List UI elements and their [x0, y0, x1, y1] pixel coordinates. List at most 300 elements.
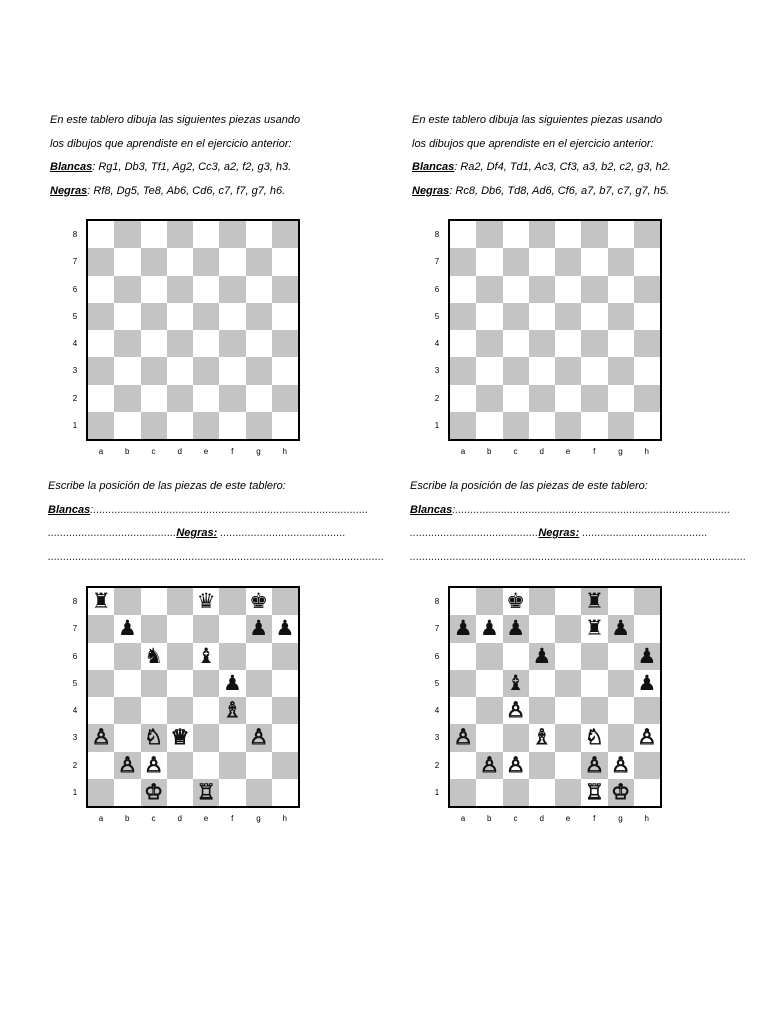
square-e8 — [555, 221, 581, 248]
square-b7 — [114, 248, 140, 275]
black-answer-line[interactable]: ..........................................Negras: ......................................... — [410, 527, 708, 539]
black-pieces-list: : Rc8, Db6, Td8, Ad6, Cf6, a7, b7, c7, g7, h5. — [449, 184, 670, 197]
write-instruction: Escribe la posición de las piezas de este tablero: — [410, 480, 648, 492]
square-g4 — [608, 697, 634, 724]
white-pieces-list: : Ra2, Df4, Td1, Ac3, Cf3, a3, b2, c2, g3, h2. — [454, 161, 671, 173]
write-exercise-left — [48, 475, 385, 569]
square-c4 — [141, 330, 167, 357]
square-e7 — [193, 615, 219, 642]
square-d4 — [167, 330, 193, 357]
white-pieces-line — [50, 156, 350, 180]
rank-label: 2 — [434, 393, 440, 403]
rank-label: 3 — [72, 733, 78, 743]
square-e7 — [193, 248, 219, 275]
square-d5 — [167, 303, 193, 330]
rank-label: 1 — [72, 420, 78, 430]
square-c1 — [503, 412, 529, 439]
square-h5 — [634, 303, 660, 330]
square-d2 — [167, 385, 193, 412]
square-b2 — [114, 385, 140, 412]
file-label: e — [565, 814, 571, 823]
square-b8 — [114, 588, 140, 615]
white-rook-icon: ♖ — [196, 779, 216, 804]
square-b5 — [114, 303, 140, 330]
square-a1 — [88, 779, 114, 806]
square-b3 — [114, 724, 140, 751]
black-king-icon: ♚ — [506, 589, 526, 614]
black-queen-icon: ♛ — [196, 589, 216, 614]
rank-label: 7 — [72, 624, 78, 634]
square-g8 — [246, 588, 272, 615]
file-label: d — [177, 447, 182, 456]
square-h6 — [272, 276, 298, 303]
square-b7 — [114, 615, 140, 642]
rank-label: 6 — [72, 651, 78, 661]
white-answer-line[interactable]: Blancas:.......................................................................................... — [48, 503, 369, 516]
rank-label: 7 — [434, 624, 440, 634]
square-f6 — [219, 643, 245, 670]
instruction-line-2: los dibujos que aprendiste en el ejercicio anterior: — [50, 137, 292, 150]
square-h2 — [634, 385, 660, 412]
black-pawn-icon: ♟ — [117, 616, 137, 641]
white-king-icon: ♔ — [611, 779, 631, 804]
square-d4 — [529, 697, 555, 724]
file-label: b — [125, 814, 130, 823]
square-b2 — [476, 752, 502, 779]
square-c1 — [141, 412, 167, 439]
rank-label: 6 — [72, 284, 78, 294]
file-label: a — [98, 447, 104, 456]
square-g2 — [608, 385, 634, 412]
square-h1 — [634, 412, 660, 439]
black-pawn-icon: ♟ — [637, 670, 657, 695]
square-d3 — [529, 724, 555, 751]
square-e4 — [193, 697, 219, 724]
square-c7 — [503, 248, 529, 275]
square-f1 — [581, 779, 607, 806]
extra-answer-line[interactable]: .............................................................................................................. — [48, 550, 385, 563]
white-pawn-icon: ♙ — [611, 752, 631, 777]
file-label: b — [487, 447, 492, 456]
file-label: f — [231, 447, 234, 456]
square-e2 — [555, 385, 581, 412]
square-d4 — [529, 330, 555, 357]
square-c7 — [141, 248, 167, 275]
exercise-right — [412, 109, 712, 203]
square-e6 — [555, 276, 581, 303]
rank-label: 4 — [72, 339, 78, 348]
square-a3 — [450, 724, 476, 751]
file-label: a — [460, 447, 466, 456]
square-g7 — [246, 248, 272, 275]
square-a3 — [88, 357, 114, 384]
square-h8 — [272, 588, 298, 615]
square-g2 — [246, 752, 272, 779]
square-e6 — [193, 643, 219, 670]
square-b5 — [476, 303, 502, 330]
square-b3 — [476, 724, 502, 751]
square-f8 — [219, 588, 245, 615]
instruction-line-2: los dibujos que aprendiste en el ejercicio anterior: — [412, 137, 654, 150]
square-c2 — [503, 385, 529, 412]
position-board-right — [412, 586, 672, 836]
rank-label: 7 — [434, 257, 440, 267]
square-d5 — [167, 670, 193, 697]
file-label: g — [618, 447, 623, 456]
black-label: Negras: — [538, 527, 580, 539]
square-c3 — [141, 724, 167, 751]
square-f7 — [219, 615, 245, 642]
square-d5 — [529, 303, 555, 330]
file-label: f — [231, 814, 234, 823]
white-label: Blancas — [50, 161, 93, 173]
square-a8 — [450, 588, 476, 615]
square-f5 — [581, 670, 607, 697]
square-e3 — [193, 357, 219, 384]
square-e4 — [555, 697, 581, 724]
rank-label: 7 — [72, 257, 78, 267]
white-pawn-icon: ♙ — [506, 752, 526, 777]
square-h8 — [634, 588, 660, 615]
square-f5 — [219, 670, 245, 697]
square-b8 — [114, 221, 140, 248]
rank-label: 8 — [434, 597, 440, 606]
black-pawn-icon: ♟ — [453, 616, 473, 641]
square-f6 — [581, 276, 607, 303]
white-king-icon: ♔ — [144, 779, 164, 804]
square-b4 — [114, 330, 140, 357]
square-g5 — [246, 303, 272, 330]
square-d1 — [167, 779, 193, 806]
square-e5 — [193, 670, 219, 697]
square-b7 — [476, 248, 502, 275]
chessboard — [86, 219, 300, 441]
square-d1 — [529, 779, 555, 806]
square-f7 — [581, 615, 607, 642]
square-e2 — [193, 752, 219, 779]
square-g6 — [246, 643, 272, 670]
square-h3 — [634, 724, 660, 751]
square-b4 — [114, 697, 140, 724]
rank-label: 5 — [434, 311, 440, 321]
square-a6 — [88, 276, 114, 303]
square-d7 — [167, 615, 193, 642]
square-g7 — [608, 615, 634, 642]
black-pawn-icon: ♟ — [611, 616, 631, 641]
square-d8 — [529, 221, 555, 248]
square-b6 — [114, 276, 140, 303]
instruction-line-1: En este tablero dibuja las siguientes piezas usando — [412, 114, 663, 126]
square-b8 — [476, 588, 502, 615]
black-label: Negras — [412, 184, 450, 197]
white-bishop-icon: ♗ — [222, 698, 242, 723]
square-d5 — [529, 670, 555, 697]
rank-label: 5 — [72, 311, 78, 321]
file-label: g — [256, 447, 261, 456]
white-knight-icon: ♘ — [584, 725, 604, 750]
white-pawn-icon: ♙ — [91, 725, 111, 750]
square-g8 — [246, 221, 272, 248]
white-answer-line[interactable]: Blancas:.......................................................................................... — [410, 503, 731, 516]
square-f1 — [581, 412, 607, 439]
square-g4 — [246, 697, 272, 724]
square-e2 — [193, 385, 219, 412]
square-g2 — [608, 752, 634, 779]
square-f3 — [219, 724, 245, 751]
rank-label: 4 — [434, 706, 440, 715]
write-exercise-right — [410, 475, 747, 569]
file-label: f — [593, 447, 596, 456]
square-g8 — [608, 588, 634, 615]
square-e3 — [555, 357, 581, 384]
white-knight-icon: ♘ — [144, 725, 164, 750]
square-a7 — [88, 248, 114, 275]
square-b1 — [114, 412, 140, 439]
white-pawn-icon: ♙ — [637, 725, 657, 750]
square-f8 — [219, 221, 245, 248]
square-e1 — [193, 779, 219, 806]
rank-label: 4 — [434, 339, 440, 348]
square-a1 — [450, 412, 476, 439]
square-g5 — [246, 670, 272, 697]
square-a6 — [450, 276, 476, 303]
rank-label: 1 — [434, 420, 440, 430]
file-label: b — [487, 814, 492, 823]
square-c6 — [503, 643, 529, 670]
black-rook-icon: ♜ — [584, 589, 604, 614]
black-bishop-icon: ♝ — [506, 670, 526, 695]
square-c6 — [141, 643, 167, 670]
square-c1 — [503, 779, 529, 806]
square-a8 — [450, 221, 476, 248]
square-h5 — [272, 303, 298, 330]
square-e1 — [555, 412, 581, 439]
square-a3 — [450, 357, 476, 384]
square-b2 — [476, 385, 502, 412]
square-c2 — [503, 752, 529, 779]
square-g4 — [246, 330, 272, 357]
square-f4 — [219, 697, 245, 724]
rank-label: 6 — [434, 284, 440, 294]
empty-board-right — [412, 219, 672, 469]
square-g8 — [608, 221, 634, 248]
file-label: h — [282, 447, 287, 456]
square-e8 — [193, 221, 219, 248]
square-c3 — [503, 724, 529, 751]
black-bishop-icon: ♝ — [196, 643, 216, 668]
file-label: d — [539, 814, 544, 823]
square-h8 — [272, 221, 298, 248]
square-f2 — [219, 752, 245, 779]
square-f4 — [581, 330, 607, 357]
square-d7 — [529, 615, 555, 642]
file-label: e — [203, 447, 209, 456]
file-label: d — [177, 814, 182, 823]
square-h4 — [634, 697, 660, 724]
square-c2 — [141, 752, 167, 779]
square-h5 — [272, 670, 298, 697]
square-d3 — [529, 357, 555, 384]
file-label: f — [593, 814, 596, 823]
square-e3 — [555, 724, 581, 751]
rank-label: 2 — [72, 393, 78, 403]
square-f3 — [581, 724, 607, 751]
square-g5 — [608, 303, 634, 330]
square-d3 — [167, 357, 193, 384]
square-a7 — [88, 615, 114, 642]
square-g1 — [608, 779, 634, 806]
square-g3 — [246, 357, 272, 384]
square-e7 — [555, 248, 581, 275]
square-d6 — [167, 276, 193, 303]
square-c4 — [141, 697, 167, 724]
square-b6 — [476, 643, 502, 670]
square-b6 — [476, 276, 502, 303]
square-h4 — [272, 697, 298, 724]
square-a1 — [88, 412, 114, 439]
file-label: c — [513, 447, 518, 456]
square-h4 — [634, 330, 660, 357]
square-e2 — [555, 752, 581, 779]
square-c8 — [503, 221, 529, 248]
square-h2 — [272, 752, 298, 779]
square-b4 — [476, 697, 502, 724]
square-h6 — [272, 643, 298, 670]
square-h6 — [634, 643, 660, 670]
square-c4 — [503, 697, 529, 724]
square-b3 — [114, 357, 140, 384]
square-f3 — [581, 357, 607, 384]
empty-board-left — [50, 219, 310, 469]
square-e1 — [193, 412, 219, 439]
black-answer-line[interactable]: ..........................................Negras: ......................................... — [48, 527, 346, 539]
square-h7 — [634, 248, 660, 275]
black-pawn-icon: ♟ — [275, 616, 295, 641]
square-e4 — [193, 330, 219, 357]
square-e4 — [555, 330, 581, 357]
file-label: e — [565, 447, 571, 456]
square-f1 — [219, 412, 245, 439]
square-h3 — [634, 357, 660, 384]
rank-label: 2 — [72, 760, 78, 770]
square-b5 — [114, 670, 140, 697]
square-a5 — [450, 670, 476, 697]
white-pawn-icon: ♙ — [249, 725, 269, 750]
square-d1 — [167, 412, 193, 439]
square-h2 — [272, 385, 298, 412]
square-c4 — [503, 330, 529, 357]
file-label: h — [644, 447, 649, 456]
square-d2 — [529, 385, 555, 412]
square-e1 — [555, 779, 581, 806]
square-h8 — [634, 221, 660, 248]
white-pieces-list: : Rg1, Db3, Tf1, Ag2, Cc3, a2, f2, g3, h3. — [92, 161, 292, 173]
chessboard — [448, 219, 662, 441]
square-a4 — [450, 330, 476, 357]
black-pawn-icon: ♟ — [249, 616, 269, 641]
square-c5 — [503, 303, 529, 330]
extra-answer-line[interactable]: .............................................................................................................. — [410, 550, 747, 563]
file-label: a — [98, 814, 104, 823]
square-f5 — [219, 303, 245, 330]
square-b8 — [476, 221, 502, 248]
square-f8 — [581, 221, 607, 248]
square-d1 — [529, 412, 555, 439]
square-e7 — [555, 615, 581, 642]
black-pawn-icon: ♟ — [222, 670, 242, 695]
square-d2 — [529, 752, 555, 779]
square-a1 — [450, 779, 476, 806]
chessboard — [86, 586, 300, 808]
black-label: Negras — [50, 184, 88, 197]
square-f3 — [219, 357, 245, 384]
square-e3 — [193, 724, 219, 751]
black-pieces-line — [50, 180, 350, 204]
square-a8 — [88, 221, 114, 248]
square-g6 — [246, 276, 272, 303]
white-label: Blancas — [48, 503, 91, 516]
square-c8 — [141, 588, 167, 615]
square-h6 — [634, 276, 660, 303]
square-b5 — [476, 670, 502, 697]
square-f2 — [581, 385, 607, 412]
black-pieces-list: : Rf8, Dg5, Te8, Ab6, Cd6, c7, f7, g7, h6. — [87, 184, 286, 197]
square-h3 — [272, 724, 298, 751]
black-pawn-icon: ♟ — [506, 616, 526, 641]
square-d6 — [529, 643, 555, 670]
square-f4 — [219, 330, 245, 357]
square-a6 — [88, 643, 114, 670]
square-g7 — [608, 248, 634, 275]
file-label: d — [539, 447, 544, 456]
square-h7 — [272, 615, 298, 642]
square-a3 — [88, 724, 114, 751]
square-a7 — [450, 615, 476, 642]
file-label: e — [203, 814, 209, 823]
square-h1 — [634, 779, 660, 806]
square-f8 — [581, 588, 607, 615]
square-a6 — [450, 643, 476, 670]
square-a5 — [450, 303, 476, 330]
file-label: c — [151, 447, 156, 456]
square-f7 — [581, 248, 607, 275]
square-d3 — [167, 724, 193, 751]
square-d8 — [167, 588, 193, 615]
square-b1 — [476, 779, 502, 806]
black-king-icon: ♚ — [249, 589, 269, 614]
square-b1 — [114, 779, 140, 806]
black-pawn-icon: ♟ — [479, 616, 499, 641]
white-pawn-icon: ♙ — [453, 725, 473, 750]
square-b6 — [114, 643, 140, 670]
square-f6 — [219, 276, 245, 303]
square-c8 — [141, 221, 167, 248]
square-e6 — [555, 643, 581, 670]
square-c6 — [503, 276, 529, 303]
square-h1 — [272, 412, 298, 439]
write-instruction: Escribe la posición de las piezas de este tablero: — [48, 480, 286, 492]
square-e5 — [555, 303, 581, 330]
white-pieces-line — [412, 156, 712, 180]
square-c7 — [503, 615, 529, 642]
square-d7 — [167, 248, 193, 275]
black-rook-icon: ♜ — [584, 616, 604, 641]
rank-label: 3 — [72, 366, 78, 376]
square-c3 — [141, 357, 167, 384]
square-g7 — [246, 615, 272, 642]
square-c2 — [141, 385, 167, 412]
square-d6 — [167, 643, 193, 670]
